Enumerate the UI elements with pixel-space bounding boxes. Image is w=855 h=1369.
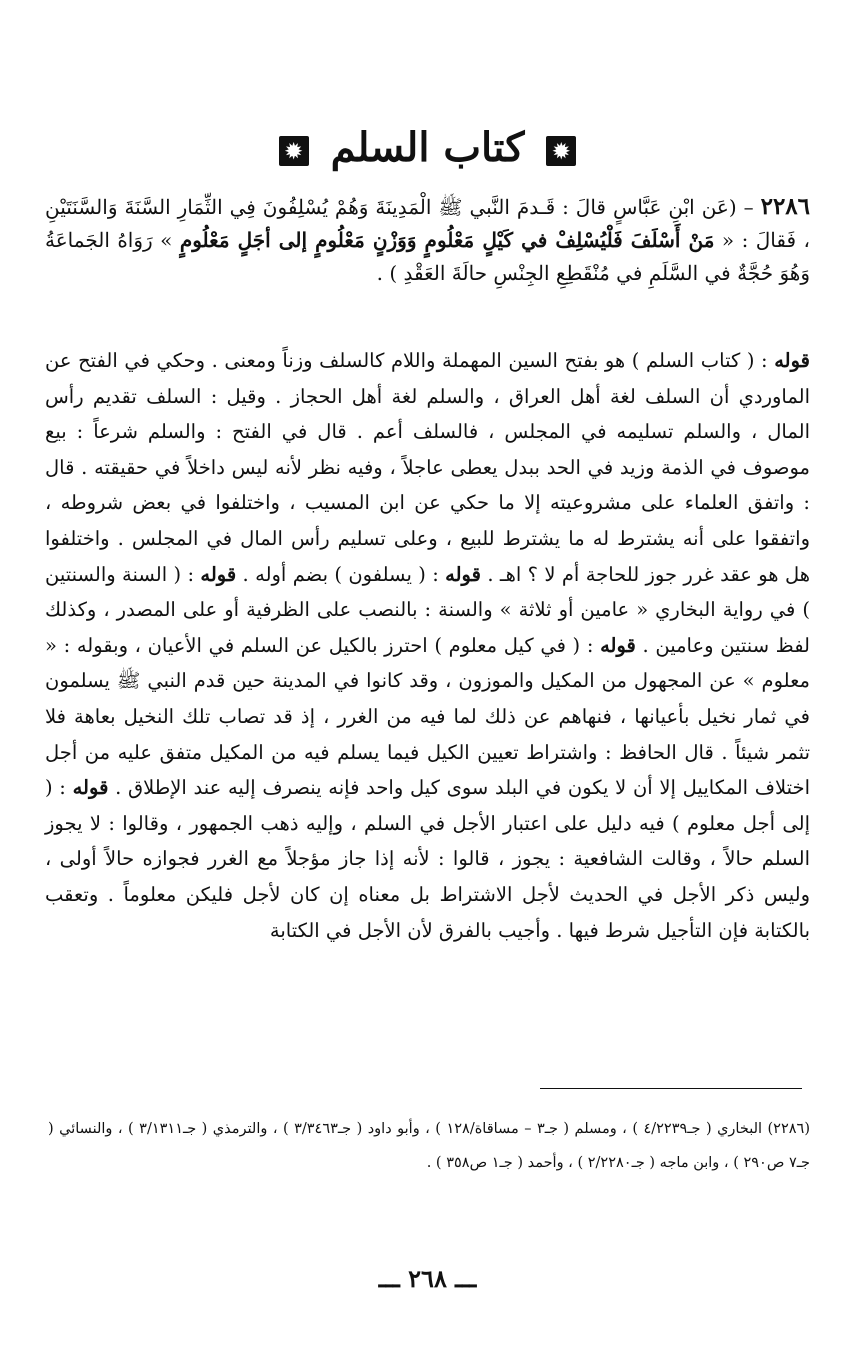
- ornament-left-icon: ✹: [279, 136, 309, 166]
- hadith-number: ٢٢٨٦: [760, 193, 811, 220]
- hadith-intro: (عَن ابْنِ عَبَّاسٍ قالَ : قَـدمَ النَّبي ﷺ الْمَدِينَةَ وَهُمْ يُسْلِفُونَ فِي الثِّمَارِ السَّنَةَ وَالسَّنَتَيْنِ ، فَقالَ : «: [45, 195, 810, 252]
- chapter-title: كتاب السلم: [330, 124, 525, 171]
- commentary-keyword: قوله: [774, 349, 810, 372]
- page-number: ـــ ٢٦٨ ـــ: [378, 1264, 477, 1293]
- commentary-keyword: قوله: [200, 562, 237, 586]
- commentary-keyword: قوله: [72, 776, 109, 800]
- commentary-text: : ( السنة والسنتين ) في رواية البخاري « عامين أو ثلاثة » والسنة : بالنصب على الظرفية أو على المصدر ، وكذلك لفظ سنتين وعامين .: [45, 562, 811, 657]
- footnote-divider: [540, 1088, 802, 1089]
- commentary-text: : ( كتاب السلم ) هو بفتح السين المهملة واللام كالسلف وزناً ومعنى . وحكي في الفتح عن الماوردي أن السلف لغة أهل العراق ، والسلم لغة أهل الحجاز . وقيل : السلف تقديم رأس المال ، والسلم تسليمه في المجلس ، فالسلف أعم . قال في الفتح : والسلم شرعاً : بيع موصوف في الذمة وزيد في الحد ببدل يعطى عاجلاً ، وفيه نظر لأنه ليس داخلاً في حقيقته . قال : واتفق العلماء على مشروعيته إلا ما حكي عن ابن المسيب ، واختلفوا في بعض شروطه ، واتفقوا على أنه يشترط له ما يشترط للبيع ، وعلى تسليم رأس المال في المجلس . واختلفوا هل هو عقد غرر جوز للحاجة أم لا ؟ اهـ .: [45, 349, 810, 586]
- chapter-header: [0, 118, 855, 178]
- hadith-text: [45, 190, 810, 290]
- hadith-outro: » رَوَاهُ الجَماعَةُ وَهُوَ حُجَّةٌ في السَّلَمِ في مُنْقَطِعِ الجِنْسِ حالَةَ العَقْدِ ) .: [45, 228, 810, 285]
- commentary-text: : ( إلى أجل معلوم ) فيه دليل على اعتبار الأجل في السلم ، وإليه ذهب الجمهور ، وقالوا : لا يجوز السلم حالاً ، وقالت الشافعية : يجوز ، قالوا : لأنه إذا جاز مؤجلاً مع الغرر فجوازه حالاً أولى ، وليس ذكر الأجل في الحديث لأجل الاشتراط بل معناه إن كان لأجل فليكن معلوماً . وتعقب بالكتابة فإن التأجيل شرط فيها . وأجيب بالفرق لأن الأجل في الكتابة: [45, 776, 810, 942]
- footnote: (٢٢٨٦) البخاري ( جـ٤/٢٢٣٩ ) ، ومسلم ( جـ٣ – مساقاة/١٢٨ ) ، وأبو داود ( جـ٣/٣٤٦٣ ) ، والترمذي ( جـ٣/١٣١١ ) ، والنسائي ( جـ٧ ص٢٩٠ ) ، وابن ماجه ( جـ٢/٢٢٨٠ ) ، وأحمد ( جـ١ ص٣٥٨ ) .: [48, 1121, 810, 1171]
- commentary-text: : ( في كيل معلوم ) احترز بالكيل عن السلم في الأعيان ، وبقوله : « معلوم » عن المجهول من المكيل والموزون ، وقد كانوا في المدينة حين قدم النبي ﷺ يسلمون في ثمار نخيل بأعيانها ، فنهاهم عن ذلك لما فيه من الغرر ، إذ قد تصاب تلك النخيل بعاهة فلا تثمر شيئاً . قال الحافظ : واشتراط تعيين الكيل فيما يسلم فيه من المكيل متفق عليه من أجل اختلاف المكاييل إلا أن لا يكون في البلد سوى كيل واحد فإنه ينصرف إليه عند الإطلاق .: [45, 633, 810, 800]
- hadith-dash: –: [743, 195, 754, 219]
- commentary-keyword: قوله: [445, 562, 481, 586]
- ornament-right-icon: ✹: [546, 136, 576, 166]
- commentary-body: [45, 343, 810, 948]
- hadith-quote: مَنْ أَسْلَفَ فَلْيُسْلِفْ في كَيْلٍ مَعْلُومٍ وَوَزْنٍ مَعْلُومٍ إلى أجَلٍ مَعْلُومٍ: [179, 228, 715, 252]
- commentary-text: : ( يسلفون ) بضم أوله .: [236, 562, 446, 586]
- commentary-keyword: قوله: [600, 633, 636, 657]
